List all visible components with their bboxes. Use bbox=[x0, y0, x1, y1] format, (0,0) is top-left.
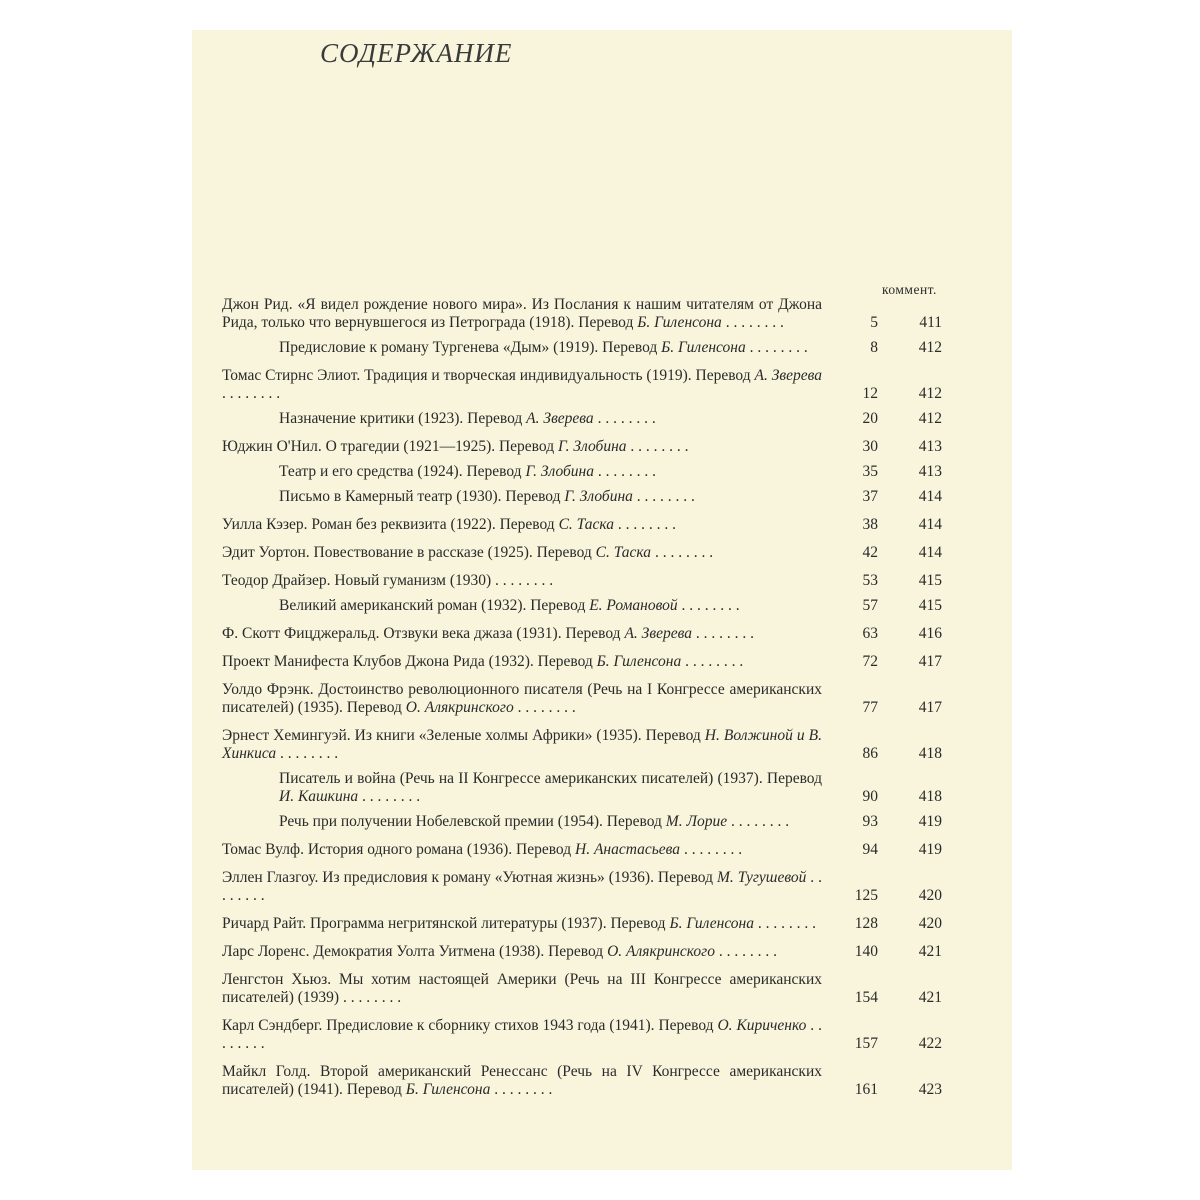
toc-entry-title: Речь при получении Нобелевской премии (1954). Перевод bbox=[279, 813, 666, 830]
toc-entry bbox=[222, 488, 942, 506]
toc-entry-comment-page: 421 bbox=[918, 943, 942, 960]
toc-entry-page: 42 bbox=[862, 544, 878, 561]
toc-entry-translator: М. Тугушевой bbox=[716, 869, 807, 886]
dot-leader: . . . . . . . . bbox=[727, 813, 790, 830]
toc-entry-title: Предисловие к роману Тургенева «Дым» (1919). Перевод bbox=[279, 339, 662, 356]
page-title: СОДЕРЖАНИЕ bbox=[320, 38, 513, 68]
toc-entry-title: Ричард Райт. Программа негритянской литературы (1937). Перевод bbox=[222, 915, 670, 932]
toc-entry-comment-page: 411 bbox=[919, 314, 942, 331]
toc-entry bbox=[222, 516, 942, 534]
toc-entry-comment-page: 415 bbox=[918, 572, 942, 589]
toc-entry-page: 72 bbox=[862, 653, 878, 670]
dot-leader: . . . . . . . . bbox=[721, 314, 784, 331]
toc-entry-page: 57 bbox=[862, 597, 878, 614]
toc-entry bbox=[222, 915, 942, 933]
toc-entry bbox=[222, 438, 942, 456]
toc-entry-comment-page: 416 bbox=[918, 625, 942, 642]
toc-entry-translator: А. Зверева bbox=[754, 367, 822, 384]
toc-entry-translator: Н. Волжиной и В. Хинкиса bbox=[222, 727, 822, 762]
toc-entry bbox=[222, 572, 942, 590]
toc-entry-page: 77 bbox=[862, 699, 878, 716]
toc-entry-comment-page: 419 bbox=[918, 813, 942, 830]
toc-entry-page: 140 bbox=[854, 943, 878, 960]
toc-entry-comment-page: 417 bbox=[918, 699, 942, 716]
toc-entry-page: 8 bbox=[870, 339, 878, 356]
dot-leader: . . . . . . . . bbox=[513, 699, 576, 716]
toc-entry-comment-page: 418 bbox=[918, 788, 942, 805]
dot-leader: . . . . . . . . bbox=[680, 841, 743, 858]
toc-entry-page: 154 bbox=[854, 989, 878, 1006]
toc-entry-translator: Б. Гиленсона bbox=[405, 1081, 491, 1098]
toc-entry-comment-page: 419 bbox=[918, 841, 942, 858]
toc-entry-title: Ленгстон Хьюз. Мы хотим настоящей Америки (Речь на III Конгрессе американских писателей) (1939) bbox=[222, 971, 822, 1006]
dot-leader: . . . . . . . . bbox=[651, 544, 714, 561]
toc-entry-comment-page: 422 bbox=[918, 1035, 942, 1052]
dot-leader: . . . . . . . . bbox=[490, 1081, 553, 1098]
toc-entry-translator: Г. Злобина bbox=[564, 488, 633, 505]
toc-entry-title: Майкл Голд. Второй американский Ренессанс (Речь на IV Конгрессе американских писателей) (1941). Перевод bbox=[222, 1063, 822, 1098]
toc-entry-page: 53 bbox=[862, 572, 878, 589]
toc-entry bbox=[222, 971, 942, 1007]
toc-entry bbox=[222, 813, 942, 831]
toc-entry-title: Ларс Лоренс. Демократия Уолта Уитмена (1938). Перевод bbox=[222, 943, 608, 960]
toc-entry bbox=[222, 1017, 942, 1053]
dot-leader: . . . . . . . . bbox=[593, 410, 656, 427]
toc-entry-translator: М. Лорие bbox=[665, 813, 728, 830]
dot-leader: . . . . . . . . bbox=[339, 989, 402, 1006]
toc-entry-comment-page: 414 bbox=[918, 516, 942, 533]
dot-leader: . . . . . . . . bbox=[594, 463, 656, 480]
toc-entry bbox=[222, 681, 942, 717]
toc-entry bbox=[222, 410, 942, 428]
toc-entry-translator: Г. Злобина bbox=[557, 438, 627, 455]
toc-entry-title: Карл Сэндберг. Предисловие к сборнику стихов 1943 года (1941). Перевод bbox=[222, 1017, 718, 1034]
toc-entry-translator: О. Алякринского bbox=[607, 943, 715, 960]
toc-entry-comment-page: 420 bbox=[918, 915, 942, 932]
dot-leader: . . . . . . . . bbox=[626, 438, 689, 455]
toc-entry-comment-page: 414 bbox=[918, 544, 942, 561]
dot-leader: . . . . . . . . bbox=[632, 488, 695, 505]
toc-entry bbox=[222, 625, 942, 643]
toc-entry-comment-page: 413 bbox=[918, 463, 942, 480]
toc-entry-title: Юджин О'Нил. О трагедии (1921—1925). Перевод bbox=[222, 438, 558, 455]
toc-entry-translator: Б. Гиленсона bbox=[669, 915, 754, 932]
toc-entry-page: 30 bbox=[862, 438, 878, 455]
toc-entry-page: 38 bbox=[862, 516, 878, 533]
dot-leader: . . . . . . . . bbox=[276, 745, 339, 762]
toc-entry-title: Томас Стирнс Элиот. Традиция и творческая индивидуальность (1919). Перевод bbox=[222, 367, 755, 384]
toc-entry-title: Проект Манифеста Клубов Джона Рида (1932). Перевод bbox=[222, 653, 597, 670]
toc-entry-page: 12 bbox=[862, 385, 878, 402]
document-page bbox=[192, 30, 1012, 1170]
toc-entry-title: Назначение критики (1923). Перевод bbox=[279, 410, 527, 427]
toc-entry-title: Уилла Кэзер. Роман без реквизита (1922). Перевод bbox=[222, 516, 559, 533]
toc-entry-page: 90 bbox=[862, 788, 878, 805]
toc-entry bbox=[222, 339, 942, 357]
toc-entry-page: 128 bbox=[854, 915, 878, 932]
toc-entry-page: 125 bbox=[854, 887, 878, 904]
toc-entry-translator: О. Алякринского bbox=[405, 699, 514, 716]
dot-leader: . . . . . . . . bbox=[491, 572, 554, 589]
toc-entry-page: 86 bbox=[862, 745, 878, 762]
toc-entry-translator: А. Зверева bbox=[526, 410, 594, 427]
dot-leader: . . . . . . . . bbox=[754, 915, 816, 932]
dot-leader: . . . . . . . . bbox=[358, 788, 421, 805]
toc-entry-translator: Н. Анастасьева bbox=[575, 841, 681, 858]
toc-entry-title: Эрнест Хемингуэй. Из книги «Зеленые холмы Африки» (1935). Перевод bbox=[222, 727, 705, 744]
toc-entry-page: 5 bbox=[870, 314, 878, 331]
toc-entry-title: Ф. Скотт Фицджеральд. Отзвуки века джаза (1931). Перевод bbox=[222, 625, 625, 642]
toc-entry bbox=[222, 296, 942, 332]
dot-leader: . . . . . . . . bbox=[677, 597, 740, 614]
toc-entry-page: 35 bbox=[862, 463, 878, 480]
toc-entry-translator: Б. Гиленсона bbox=[637, 314, 722, 331]
dot-leader: . . . . . . . . bbox=[745, 339, 808, 356]
toc-entry-title: Джон Рид. «Я видел рождение нового мира». Из Послания к нашим читателям от Джона Рида, только что вернувшегося из Петрограда (1918). Перевод bbox=[222, 296, 822, 331]
toc-entry-comment-page: 412 bbox=[918, 339, 942, 356]
toc-entry-page: 20 bbox=[862, 410, 878, 427]
dot-leader: . . . . . . . . bbox=[714, 943, 777, 960]
dot-leader: . . . . . . . . bbox=[222, 385, 281, 402]
toc-entry bbox=[222, 367, 942, 403]
toc-entry-translator: Е. Романовой bbox=[589, 597, 678, 614]
toc-entry-comment-page: 412 bbox=[918, 385, 942, 402]
toc-entry-comment-page: 413 bbox=[918, 438, 942, 455]
toc-entry bbox=[222, 597, 942, 615]
toc-entry-comment-page: 415 bbox=[918, 597, 942, 614]
toc-entry-comment-page: 417 bbox=[918, 653, 942, 670]
toc-entry bbox=[222, 1063, 942, 1099]
toc-entry bbox=[222, 544, 942, 562]
toc-entry bbox=[222, 727, 942, 763]
toc-entry-title: Великий американский роман (1932). Перевод bbox=[279, 597, 590, 614]
toc-entry-page: 94 bbox=[862, 841, 878, 858]
toc-entry-translator: И. Кашкина bbox=[279, 788, 359, 805]
toc-entry bbox=[222, 463, 942, 481]
toc-entry-translator: С. Таска bbox=[558, 516, 614, 533]
toc-entry-comment-page: 421 bbox=[918, 989, 942, 1006]
dot-leader: . . . . . . . . bbox=[222, 1017, 822, 1052]
toc-entry bbox=[222, 841, 942, 859]
toc-entry-title: Томас Вулф. История одного романа (1936). Перевод bbox=[222, 841, 575, 858]
toc-entry-title: Уолдо Фрэнк. Достоинство революционного писателя (Речь на I Конгрессе американских писателей) (1935). Перевод bbox=[222, 681, 822, 716]
comments-column-header: коммент. bbox=[882, 282, 937, 297]
toc-entry bbox=[222, 770, 942, 806]
toc-entry-page: 93 bbox=[862, 813, 878, 830]
toc-entry-translator: С. Таска bbox=[595, 544, 652, 561]
toc-entry-page: 63 bbox=[862, 625, 878, 642]
dot-leader: . . . . . . . . bbox=[613, 516, 676, 533]
toc-entry bbox=[222, 653, 942, 671]
toc-entry-comment-page: 420 bbox=[918, 887, 942, 904]
toc-entry-translator: Б. Гиленсона bbox=[661, 339, 746, 356]
toc-entry-comment-page: 412 bbox=[918, 410, 942, 427]
toc-entry bbox=[222, 869, 942, 905]
toc-entry-title: Эллен Глазгоу. Из предисловия к роману «Уютная жизнь» (1936). Перевод bbox=[222, 869, 717, 886]
toc-entry-translator: А. Зверева bbox=[624, 625, 692, 642]
toc-entry bbox=[222, 943, 942, 961]
dot-leader: . . . . . . . . bbox=[222, 869, 823, 904]
toc-entry-comment-page: 414 bbox=[918, 488, 942, 505]
toc-entry-comment-page: 418 bbox=[918, 745, 942, 762]
toc-entry-title: Театр и его средства (1924). Перевод bbox=[279, 463, 526, 480]
toc-entry-comment-page: 423 bbox=[918, 1081, 942, 1098]
toc-entry-translator: Г. Злобина bbox=[525, 463, 594, 480]
dot-leader: . . . . . . . . bbox=[691, 625, 754, 642]
toc-entry-title: Эдит Уортон. Повествование в рассказе (1925). Перевод bbox=[222, 544, 596, 561]
toc-entry-title: Теодор Драйзер. Новый гуманизм (1930) bbox=[222, 572, 492, 589]
toc-entry-translator: О. Кириченко bbox=[717, 1017, 807, 1034]
toc-entry-title: Писатель и война (Речь на II Конгрессе американских писателей) (1937). Перевод bbox=[279, 770, 822, 787]
toc-list bbox=[222, 296, 942, 1106]
toc-entry-page: 161 bbox=[854, 1081, 878, 1098]
toc-entry-translator: Б. Гиленсона bbox=[596, 653, 682, 670]
toc-entry-title: Письмо в Камерный театр (1930). Перевод bbox=[279, 488, 565, 505]
toc-entry-page: 157 bbox=[854, 1035, 878, 1052]
toc-entry-page: 37 bbox=[862, 488, 878, 505]
dot-leader: . . . . . . . . bbox=[681, 653, 744, 670]
